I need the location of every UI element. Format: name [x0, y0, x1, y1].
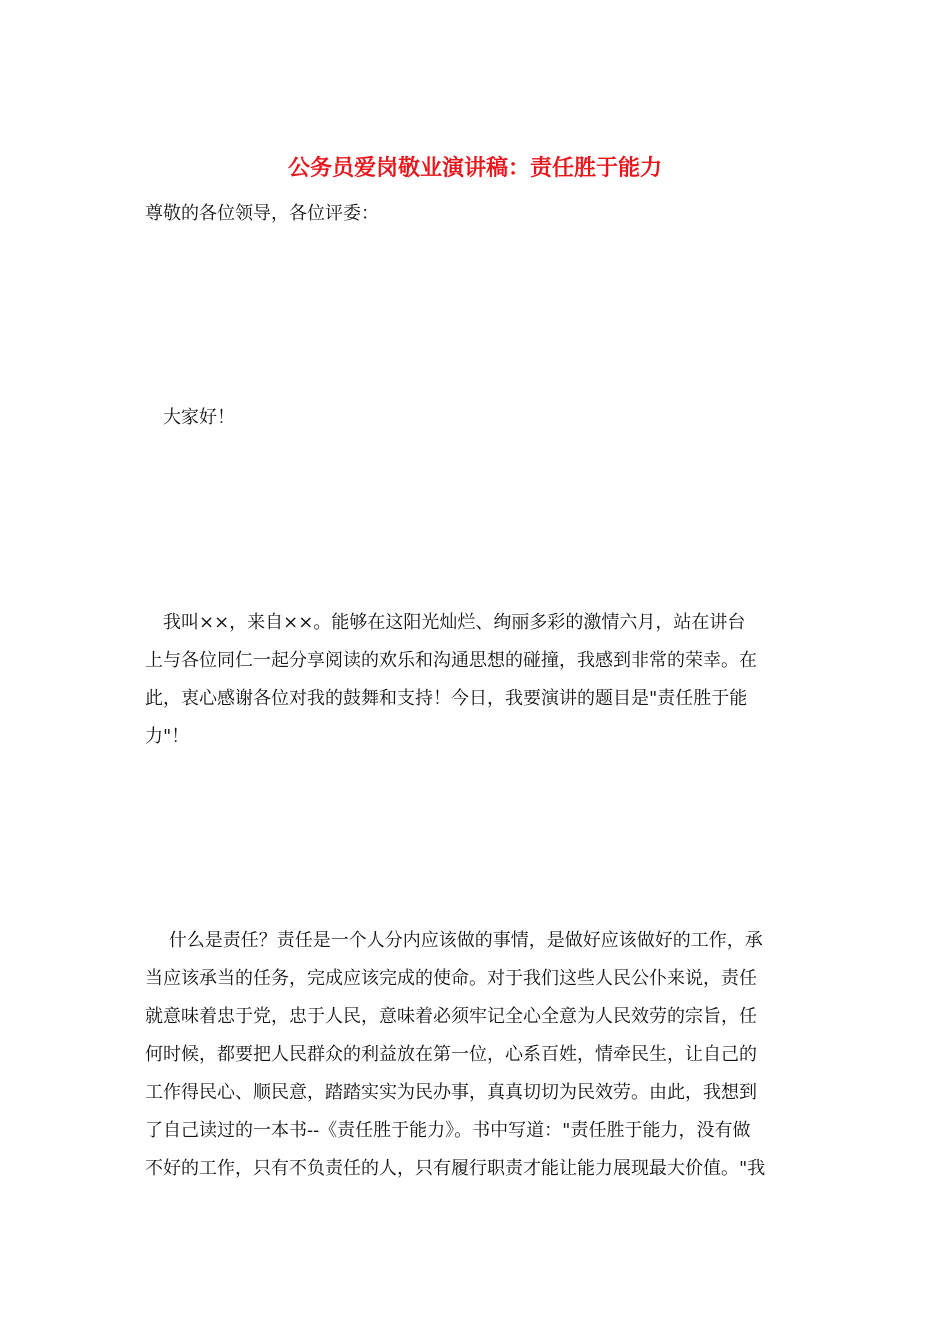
salutation-line: 尊敬的各位领导，各位评委：: [145, 203, 379, 224]
paragraph-line: 什么是责任？责任是一个人分内应该做的事情，是做好应该做好的工作，承: [145, 930, 763, 951]
greeting-line: 大家好！: [145, 407, 235, 428]
salutation: [145, 195, 805, 233]
paragraph-line: 何时候，都要把人民群众的利益放在第一位，心系百姓，情牵民生，让自己的: [145, 1044, 757, 1065]
document-title: 公务员爱岗敬业演讲稿：责任胜于能力: [287, 155, 662, 181]
intro-paragraph: [145, 604, 805, 756]
paragraph-line: 工作得民心、顺民意，踏踏实实为民办事，真真切切为民效劳。由此，我想到: [145, 1082, 757, 1103]
paragraph-line: 此，衷心感谢各位对我的鼓舞和支持！今日，我要演讲的题目是"责任胜于能: [145, 688, 748, 709]
greeting: [145, 399, 805, 437]
paragraph-line: 了自己读过的一本书--《责任胜于能力》。书中写道："责任胜于能力，没有做: [145, 1120, 751, 1141]
paragraph-line: 不好的工作，只有不负责任的人，只有履行职责才能让能力展现最大价值。"我: [145, 1158, 766, 1179]
paragraph-line: 上与各位同仁一起分享阅读的欢乐和沟通思想的碰撞，我感到非常的荣幸。在: [145, 650, 757, 671]
paragraph-line: 我叫××，来自××。能够在这阳光灿烂、绚丽多彩的激情六月，站在讲台: [145, 612, 746, 633]
paragraph-line: 当应该承当的任务，完成应该完成的使命。对于我们这些人民公仆来说，责任: [145, 968, 757, 989]
paragraph-line: 就意味着忠于党，忠于人民，意味着必须牢记全心全意为人民效劳的宗旨，任: [145, 1006, 757, 1027]
paragraph-line: 力"！: [145, 726, 190, 747]
body-paragraph: [145, 922, 805, 1188]
